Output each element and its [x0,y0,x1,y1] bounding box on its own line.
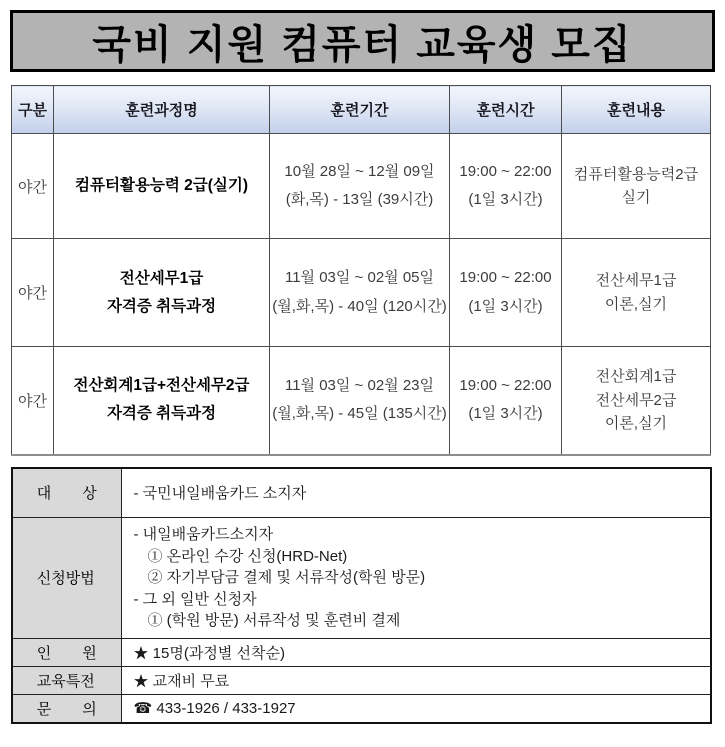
apply-line-3: ② 자기부담금 결제 및 서류작성(학원 방문) [147,569,426,586]
col-header-period: 훈련기간 [270,86,450,134]
page [0,10,725,724]
benefit-value: ★ 교재비 무료 [121,666,711,694]
course-1-time: 19:00 ~ 22:00 (1일 3시간) [450,134,562,239]
contact-label: 문 의 [36,700,97,718]
target-value: - 국민내일배움카드 소지자 [121,468,711,518]
course-1-content: 컴퓨터활용능력2급 실기 [562,134,711,239]
col-header-content: 훈련내용 [562,86,711,134]
course-2-category: 야간 [12,239,54,347]
course-table-header-row [12,86,711,134]
count-value: ★ 15명(과정별 선착순) [121,638,711,666]
col-header-course-name: 훈련과정명 [54,86,270,134]
info-table [11,467,712,725]
course-row-2 [12,239,711,347]
info-row-contact [12,694,711,723]
course-3-name: 전산회계1급+전산세무2급 자격증 취득과정 [54,347,270,455]
contact-value: ☎ 433-1926 / 433-1927 [121,694,711,723]
info-row-apply-method [12,518,711,639]
course-1-category: 야간 [12,134,54,239]
info-row-count [12,638,711,666]
apply-line-1: - 내일배움카드소지자 [133,526,274,543]
info-row-benefit [12,666,711,694]
col-header-time: 훈련시간 [450,86,562,134]
course-3-content: 전산회계1급 전산세무2급 이론,실기 [562,347,711,455]
apply-line-4: - 그 외 일반 신청자 [133,590,257,608]
course-2-content: 전산세무1급 이론,실기 [562,239,711,347]
apply-line-5: ① (학원 방문) 서류작성 및 훈련비 결제 [147,612,401,629]
apply-line-2: ① 온라인 수강 신청(HRD-Net) [147,547,348,565]
count-label-cell [12,638,121,666]
course-1-name: 컴퓨터활용능력 2급(실기) [54,134,270,239]
course-3-period: 11월 03일 ~ 02월 23일 (월,화,목) - 45일 (135시간) [270,347,450,455]
info-row-target [12,468,711,518]
col-header-category: 구분 [12,86,54,134]
course-row-1 [12,134,711,239]
course-2-name: 전산세무1급 자격증 취득과정 [54,239,270,347]
apply-method-value [121,518,711,639]
apply-method-label-cell [12,518,121,639]
course-2-period: 11월 03일 ~ 02월 05일 (월,화,목) - 40일 (120시간) [270,239,450,347]
title-banner [10,10,715,72]
course-3-time: 19:00 ~ 22:00 (1일 3시간) [450,347,562,455]
benefit-label: 교육특전 [36,672,95,690]
course-1-period: 10월 28일 ~ 12월 09일 (화,목) - 13일 (39시간) [270,134,450,239]
contact-label-cell [12,694,121,723]
target-label-cell [12,468,121,518]
course-2-time: 19:00 ~ 22:00 (1일 3시간) [450,239,562,347]
course-row-3 [12,347,711,455]
page-title: 국비 지원 컴퓨터 교육생 모집 [92,22,633,67]
benefit-label-cell [12,666,121,694]
course-table [11,85,711,456]
apply-method-label: 신청방법 [36,570,95,588]
count-label: 인 원 [36,644,97,662]
course-3-category: 야간 [12,347,54,455]
target-label: 대 상 [36,485,97,503]
